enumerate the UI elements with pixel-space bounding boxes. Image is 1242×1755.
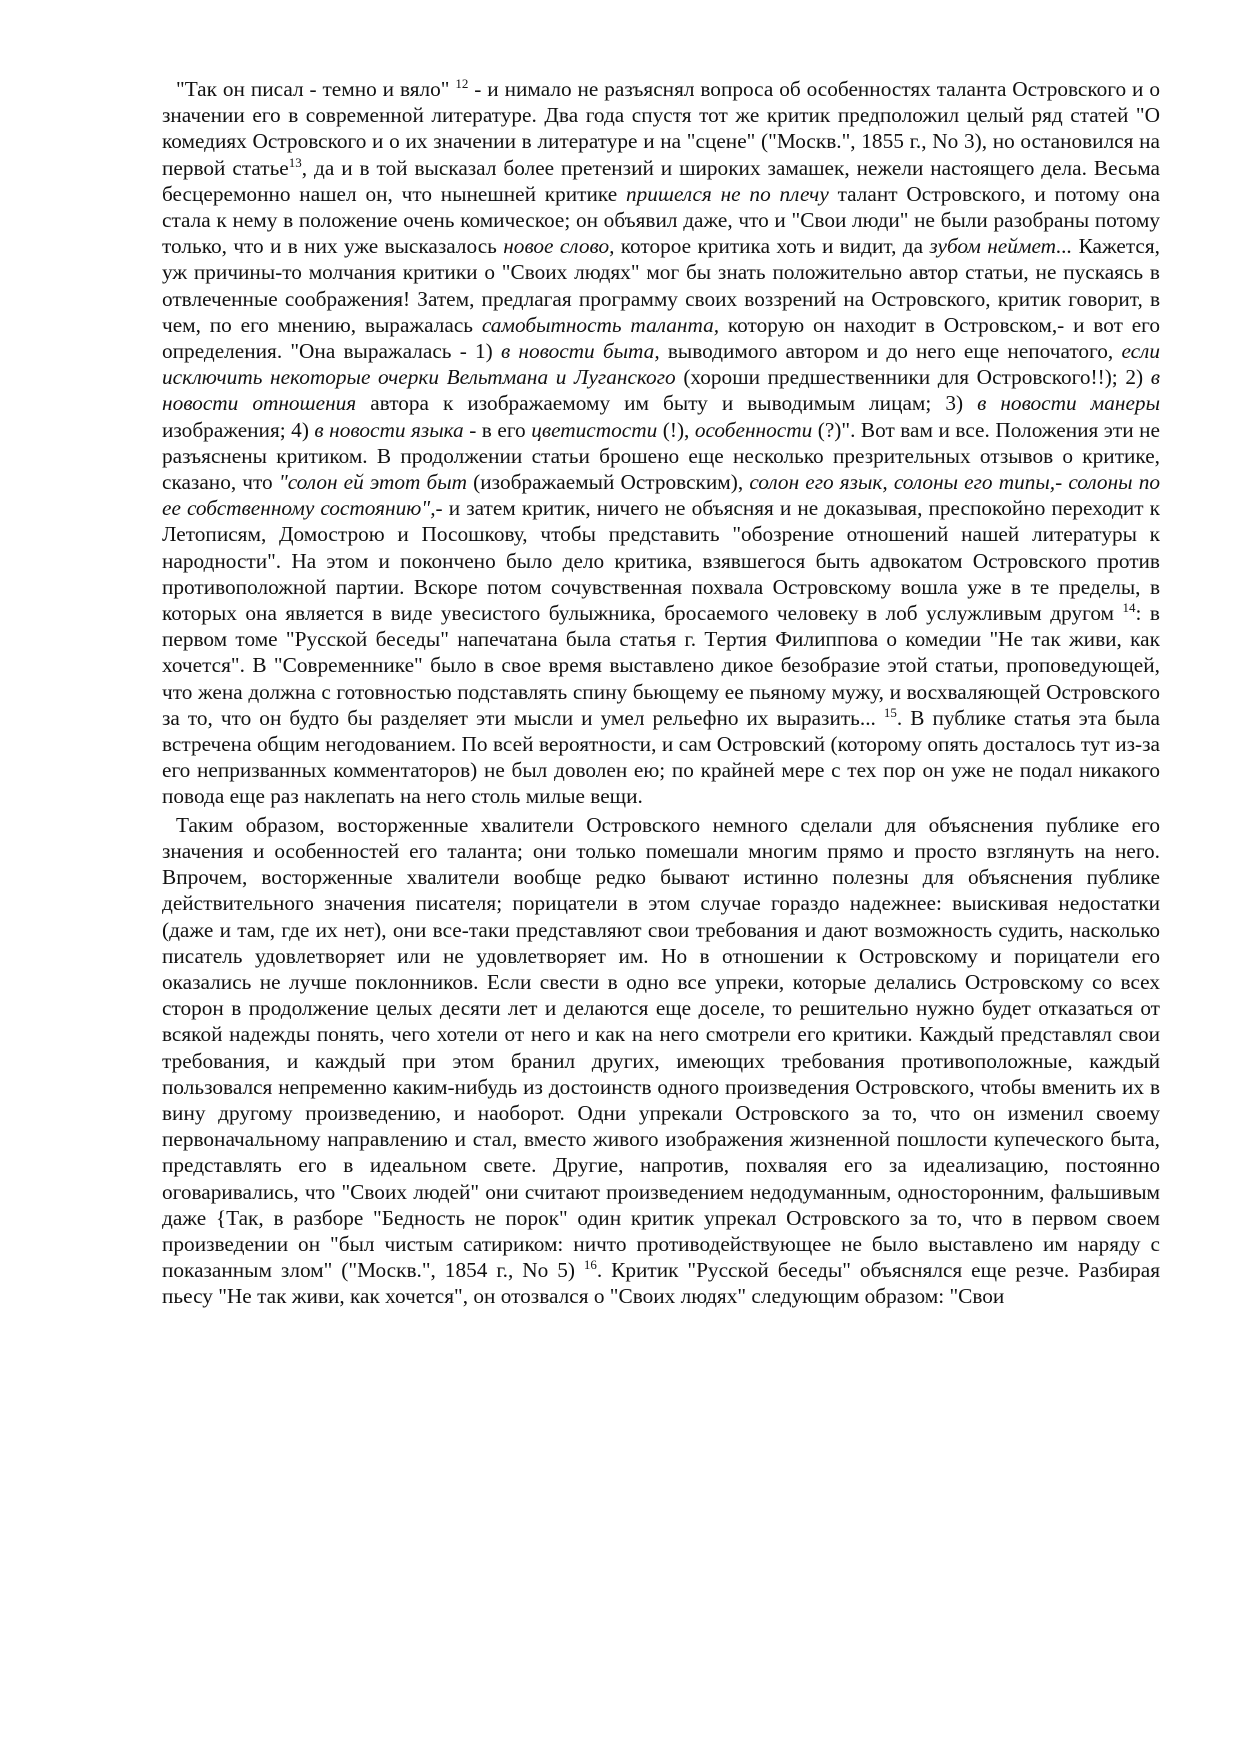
italic-text: солон его язык, солоны его типы,- солоны по ее собственному состоянию", xyxy=(162,470,1160,521)
body-text: Кажется, уж причины-то молчания критики о "Своих людях" мог бы знать положительно автор статьи, не пускаясь в отвлеченные соображения! Затем, предлагая программу своих воззрений на Островского, критик говорит, в чем, по его мнению, выражалась xyxy=(162,234,1160,337)
body-text: которую он находит в Островском,- и вот его определения. "Она выражалась - 1) xyxy=(162,312,1161,364)
body-text: талант Островского, и потому она стала к нему в положение очень комическое; он объявил даже, что и "Свои люди" не были разобраны потому только, что и в них уже высказалось xyxy=(162,181,1160,259)
italic-text: пришелся не по плечу xyxy=(625,181,829,206)
body-text: "Так он писал - темно и вяло" xyxy=(176,77,456,101)
body-text: автора к изображаемому им быту и выводимым лицам; 3) xyxy=(356,391,978,416)
body-text: изображения; 4) xyxy=(162,417,315,442)
paragraph-2 xyxy=(162,812,1160,1310)
italic-text: зубом неймет... xyxy=(929,234,1073,259)
body-text: (хороши предшественники для Островского!!); 2) xyxy=(675,365,1151,390)
paragraph-1 xyxy=(162,76,1160,810)
italic-text: "солон ей этот быт xyxy=(278,470,468,495)
footnote-reference: 13 xyxy=(288,154,302,170)
footnote-reference: 15 xyxy=(883,704,897,720)
body-text: (изображаемый Островским), xyxy=(467,470,750,495)
italic-text: в новости отношения xyxy=(162,365,1160,416)
italic-text: новое слово, xyxy=(503,234,615,259)
body-text: . Критик "Русской беседы" объяснялся еще резче. Разбирая пьесу "Не так живи, как хочется", он отозвался о "Своих людях" следующим образом: "Свои xyxy=(162,1258,1160,1309)
italic-text: цветистости xyxy=(531,417,658,442)
italic-text: в новости манеры xyxy=(977,391,1161,416)
body-text: Таким образом, восторженные хвалители Островского немного сделали для объяснения публике его значения и особенностей его таланта; они только помешали многим прямо и просто взглянуть на него. Впрочем, восторженные хвалители вообще редко бывают истинно полезны для объяснения публике действительного значения писателя; порицатели в этом случае гораздо надежнее: выискивая недостатки (даже и там, где их нет), они все-таки представляют свои требования и дают возможность судить, насколько писатель удовлетворяет или не удовлетворяет им. Но в отношении к Островскому и порицатели его оказались не лучше поклонников. Если свести в одно все упреки, которые делались Островскому со всех сторон в продолжение целых десяти лет и делаются еще доселе, то решительно нужно будет отказаться от всякой надежды понять, чего хотели от него и как на него смотрели его критики. Каждый представлял свои требования, и каждый при этом бранил других, имеющих требования противоположные, каждый пользовался непременно каким-нибудь из достоинств одного произведения Островского, чтобы вменить их в вину другому произведению, и наоборот. Одни упрекали Островского за то, что он изменил своему первоначальному направлению и стал, вместо живого изображения жизненной пошлости купеческого быта, представлять его в идеальном свете. Другие, напротив, похваляя его за идеализацию, постоянно оговаривались, что "Своих людей" они считают произведением недодуманным, односторонним, фальшивым даже {Так, в разборе "Бедность не порок" один критик упрекал Островского за то, что в первом своем произведении он "был чистым сатириком: ничто противодействующее не было выставлено им наряду с показанным злом" ("Москв.", 1854 г., No 5) xyxy=(162,812,1160,1283)
italic-text: в новости быта, xyxy=(500,339,660,364)
body-text: . В публике статья эта была встречена общим негодованием. По всей вероятности, и сам Островский (которому опять досталось тут из-за его непризванных комментаторов) не был доволен ею; по крайней мере с тех пор он уже не подал никакого повода еще раз наклепать на него столь милые вещи. xyxy=(162,705,1160,809)
body-text: - в его xyxy=(463,417,532,442)
body-text: : в первом томе "Русской беседы" напечатана была статья г. Тертия Филиппова о комедии "Не так живи, как хочется". В "Современнике" было в свое время выставлено дикое безобразие этой статьи, проповедующей, что жена должна с готовностью подставлять спину бьющему ее пьяному мужу, и восхваляющей Островского за то, что он будто бы разделяет эти мысли и умел рельефно их выразить... xyxy=(162,601,1160,730)
body-text: (!), xyxy=(657,417,695,442)
footnote-reference: 16 xyxy=(583,1257,597,1273)
body-text: которое критика хоть и видит, да xyxy=(614,234,930,259)
italic-text: если исключить некоторые очерки Вельтмана и Луганского xyxy=(162,339,1160,390)
body-text: (?)". Вот вам и все. Положения эти не разъяснены критиком. В продолжении статьи брошено еще несколько презрительных отзывов о критике, сказано, что xyxy=(162,417,1160,495)
body-text: , да и в той высказал более претензий и широких замашек, нежели настоящего дела. Весьма бесцеремонно нашел он, что нынешней критике xyxy=(162,155,1160,206)
italic-text: особенности xyxy=(694,417,813,442)
footnote-reference: 14 xyxy=(1122,599,1136,615)
document-page xyxy=(162,76,1160,1310)
footnote-reference: 12 xyxy=(455,75,469,91)
body-text: - и затем критик, ничего не объясняя и не доказывая, преспокойно переходит к Летописям, Домострою и Посошкову, чтобы представить "обозрение отношений нашей литературы к народности". На этом и покончено было дело критика, взявшегося быть адвокатом Островского против противоположной партии. Вскоре потом сочувственная похвала Островскому вошла уже в те пределы, в которых она является в виде увесистого булыжника, бросаемого человеку в лоб услужливым другом xyxy=(162,496,1161,626)
italic-text: в новости языка xyxy=(314,417,464,442)
italic-text: самобытность таланта, xyxy=(481,312,720,337)
body-text: выводимого автором и до него еще непочатого, xyxy=(659,339,1122,364)
body-text: - и нимало не разъяснял вопроса об особенностях таланта Островского и о значении его в современной литературе. Два года спустя тот же критик предположил целый ряд статей "О комедиях Островского и о их значении в литературе и на "сцене" ("Москв.", 1855 г., No 3), но остановился на первой статье xyxy=(162,77,1160,180)
